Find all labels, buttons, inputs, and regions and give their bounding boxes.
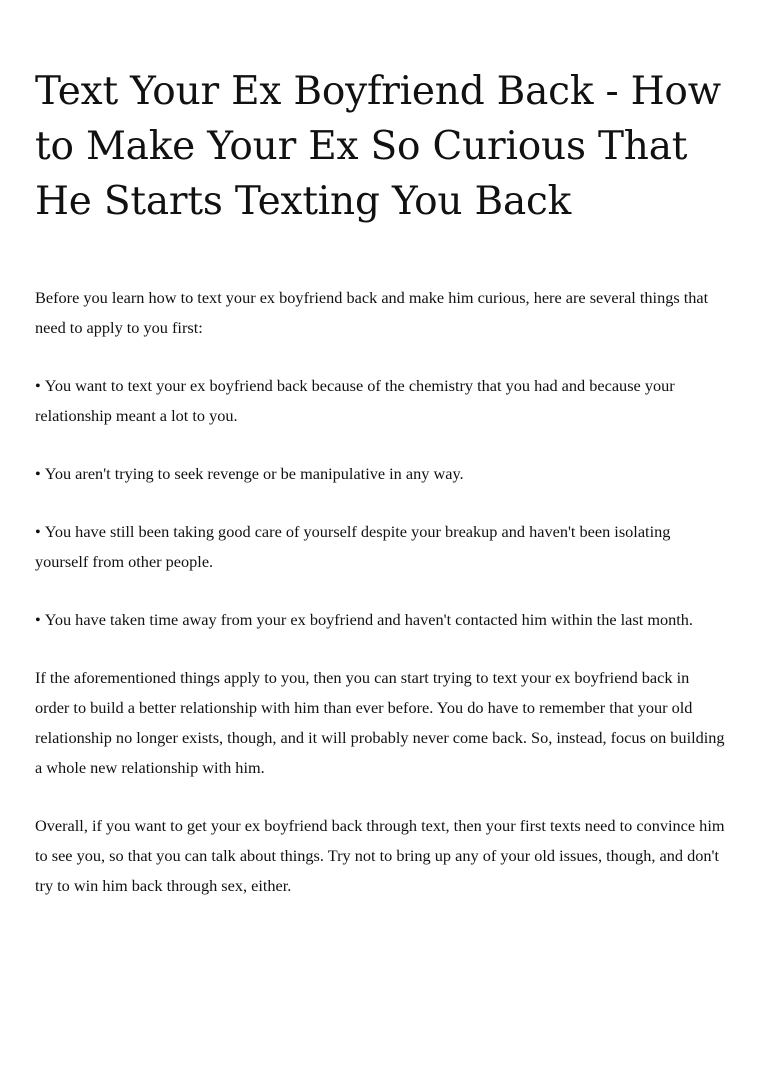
bullet-item: [35, 459, 725, 489]
bullet-text: You want to text your ex boyfriend back because of the chemistry that you had and because your relationship meant a lot to you.: [35, 376, 675, 425]
intro-paragraph: Before you learn how to text your ex boyfriend back and make him curious, here are several things that need to apply to you first:: [35, 288, 709, 337]
bullet-marker: •: [35, 376, 41, 395]
bullet-item: [35, 371, 725, 431]
bullet-text: You aren't trying to seek revenge or be manipulative in any way.: [44, 464, 464, 483]
bullet-text: You have taken time away from your ex boyfriend and haven't contacted him within the last month.: [44, 610, 694, 629]
article-body: [35, 283, 725, 901]
bullet-item: [35, 605, 725, 635]
bullet-item: [35, 517, 725, 577]
page-title: Text Your Ex Boyfriend Back - How to Make Your Ex So Curious That He Starts Texting You Back: [35, 69, 721, 224]
body-paragraph: If the aforementioned things apply to you, then you can start trying to text your ex boyfriend back in order to build a better relationship with him than ever before. You do have to remember that your old relationship no longer exists, though, and it will probably never come back. So, instead, focus on building a whole new relationship with him.: [35, 668, 725, 777]
bullet-marker: •: [35, 522, 41, 541]
body-paragraph: Overall, if you want to get your ex boyfriend back through text, then your first texts need to convince him to see you, so that you can talk about things. Try not to bring up any of your old issues, though, and don't try to win him back through sex, either.: [35, 816, 725, 895]
bullet-marker: •: [35, 610, 41, 629]
document-page: [35, 64, 725, 929]
bullet-text: You have still been taking good care of yourself despite your breakup and haven't been isolating yourself from other people.: [35, 522, 671, 571]
bullet-marker: •: [35, 464, 41, 483]
